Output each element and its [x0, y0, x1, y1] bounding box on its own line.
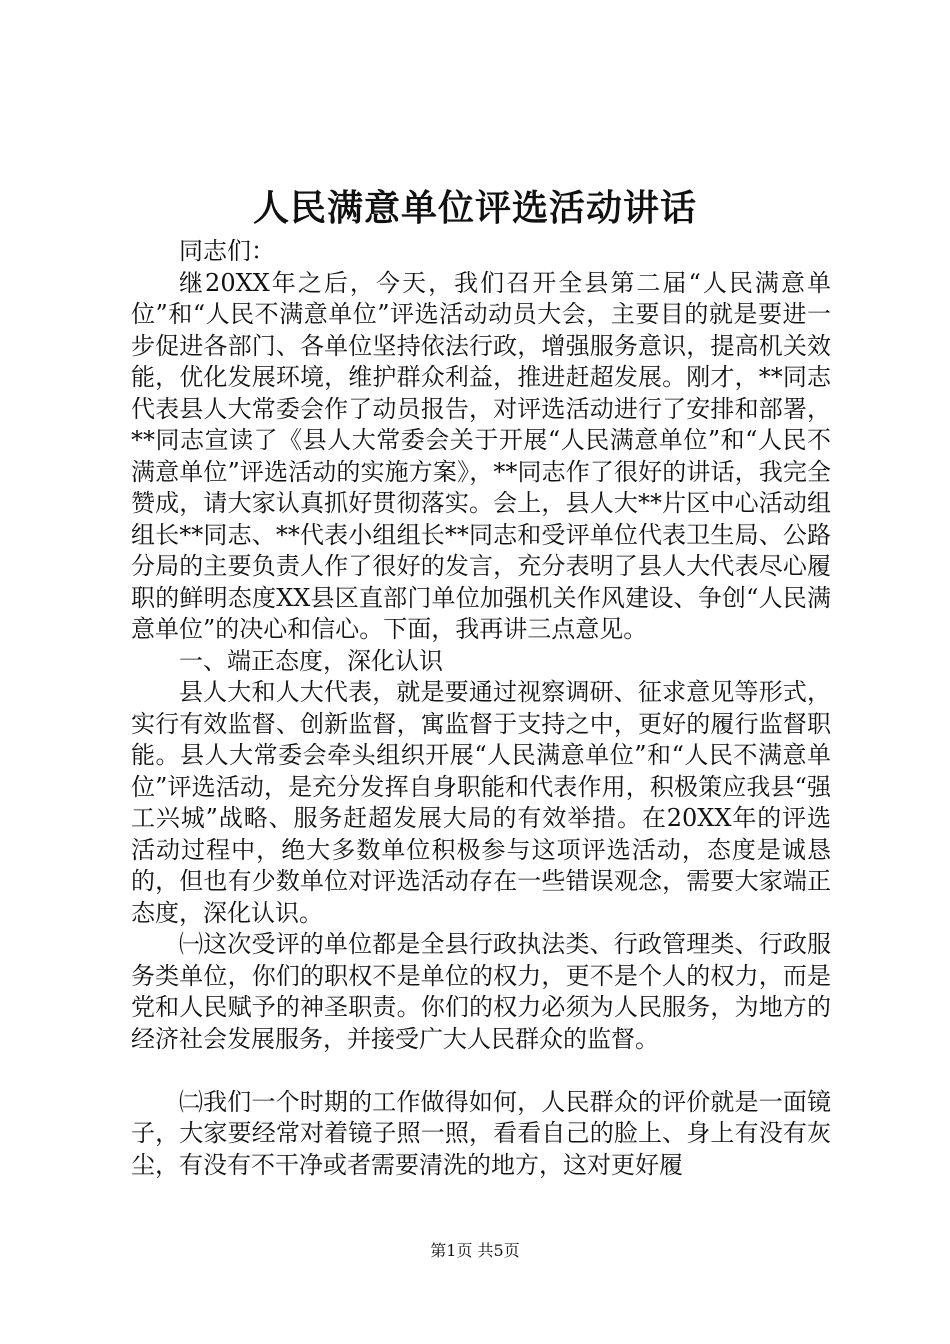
- document-body: [131, 236, 831, 1181]
- page-footer: 第1页 共5页: [430, 1241, 520, 1260]
- section-heading-1: 一、端正态度，深化认识: [179, 646, 443, 675]
- paragraph-section-1: 县人大和人大代表，就是要通过视察调研、征求意见等形式，实行有效监督、创新监督，寓监督于支持之中，更好的履行监督职能。县人大常委会牵头组织开展“人民满意单位”和“人民不满意单位”评选活动，是充分发挥自身职能和代表作用，积极策应我县“强工兴城”战略、服务赶超发展大局的有效举措。在20XX年的评选活动过程中，绝大多数单位积极参与这项评选活动，态度是诚恳的，但也有少数单位对评选活动存在一些错误观念，需要大家端正态度，深化认识。: [131, 678, 831, 927]
- paragraph-point-1: ㈠这次受评的单位都是全县行政执法类、行政管理类、行政服务类单位，你们的职权不是单位的权力，更不是个人的权力，而是党和人民赋予的神圣职责。你们的权力必须为人民服务，为地方的经济社会发展服务，并接受广大人民群众的监督。: [131, 930, 831, 1053]
- greeting: 同志们：: [179, 237, 275, 265]
- paragraph-point-2: ㈡我们一个时期的工作做得如何，人民群众的评价就是一面镜子，大家要经常对着镜子照一照，看看自己的脸上、身上有没有灰尘，有没有不干净或者需要清洗的地方，这对更好履: [131, 1087, 831, 1179]
- paragraph-intro: 继20XX年之后，今天，我们召开全县第二届“人民满意单位”和“人民不满意单位”评选活动动员大会，主要目的就是要进一步促进各部门、各单位坚持依法行政，增强服务意识，提高机关效能，优化发展环境，维护群众利益，推进赶超发展。刚才，**同志代表县人大常委会作了动员报告，对评选活动进行了安排和部署，**同志宣读了《县人大常委会关于开展“人民满意单位”和“人民不满意单位”评选活动的实施方案》，**同志作了很好的讲话，我完全赞成，请大家认真抓好贯彻落实。会上，县人大**片区中心活动组组长**同志、**代表小组组长**同志和受评单位代表卫生局、公路分局的主要负责人作了很好的发言，充分表明了县人大代表尽心履职的鲜明态度XX县区直部门单位加强机关作风建设、争创“人民满意单位”的决心和信心。下面，我再讲三点意见。: [131, 268, 831, 643]
- document-title: 人民满意单位评选活动讲话: [252, 187, 697, 229]
